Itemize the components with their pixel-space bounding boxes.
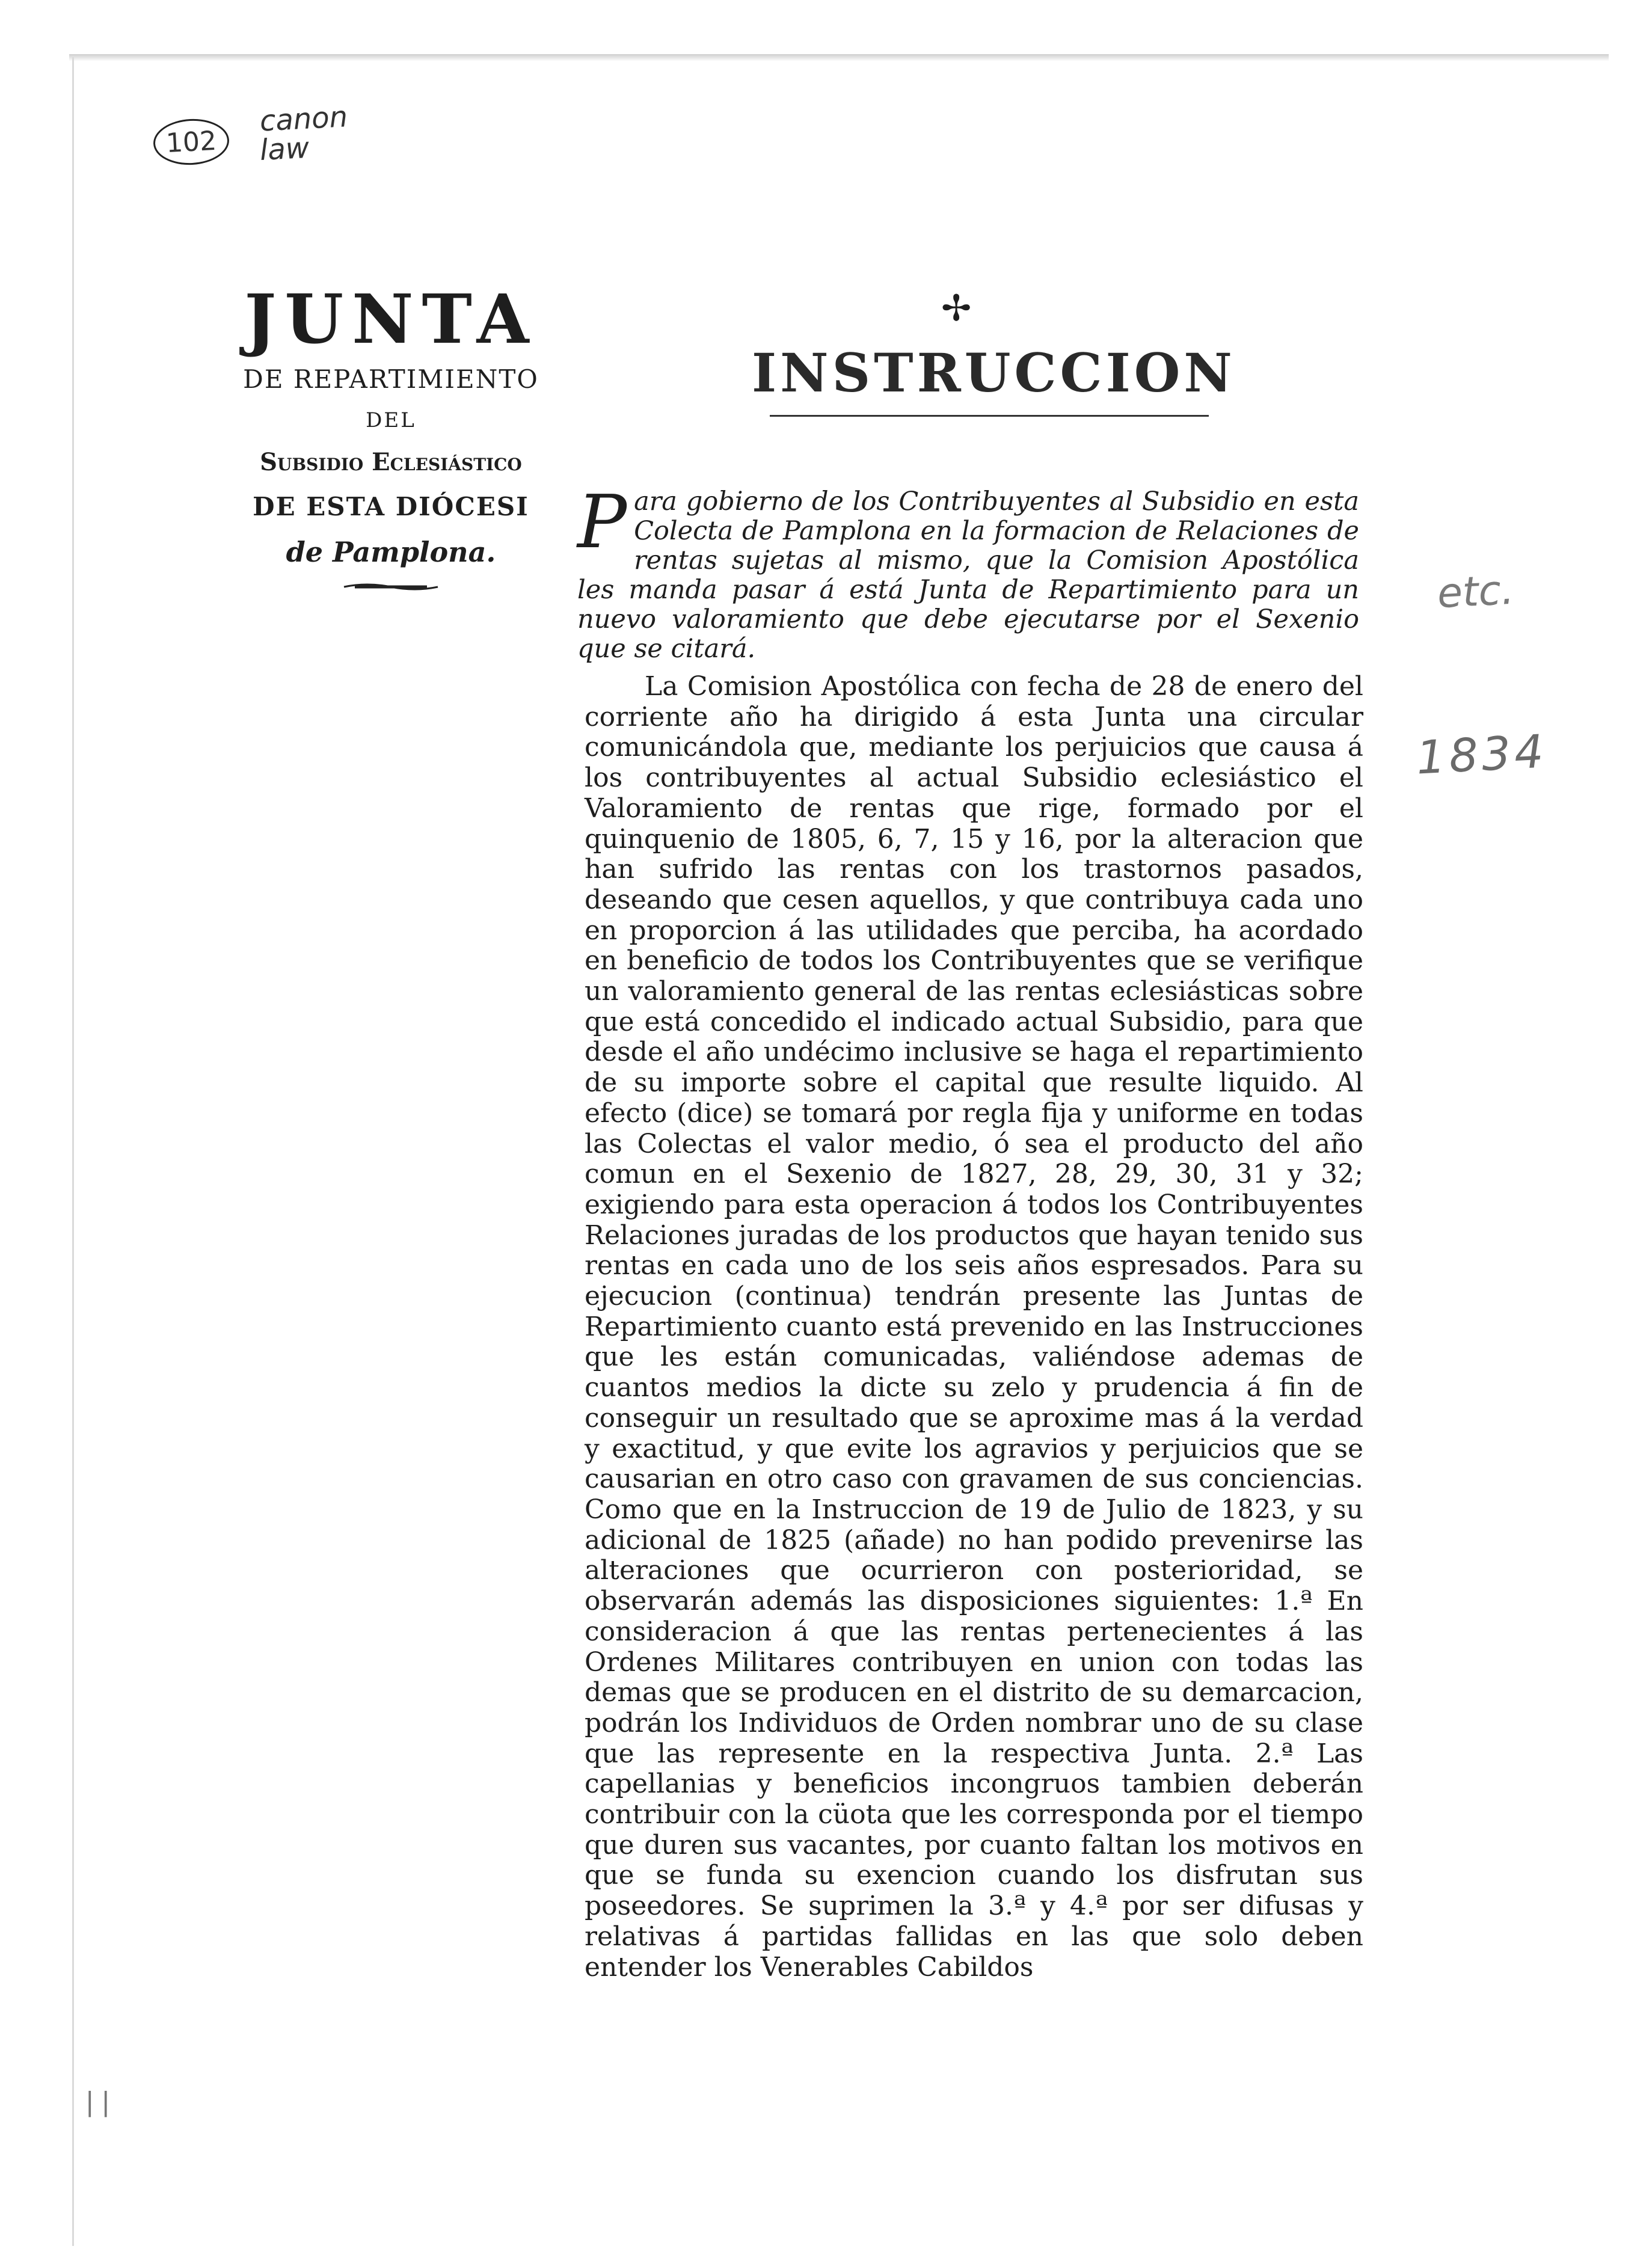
note-annotation-line2: law [259, 130, 310, 168]
page-edge-left [72, 57, 74, 2246]
intro-text: ara gobierno de los Contribuyentes al Subsidio en esta Colecta de Pamplona en la formacion de Relaciones de rentas sujetas al mismo, que la Comision Apostólica les manda pasar á está Junta de Repartimiento para un nuevo valoramiento que debe ejecutarse por el Sexenio que se citará. [577, 486, 1359, 664]
heading-line-del: DEL [366, 408, 416, 432]
intro-paragraph [577, 479, 1359, 664]
page-number-annotation: 102 [152, 117, 230, 167]
intro-dropcap: P [577, 479, 627, 565]
cross-ornament-icon: ✢ [941, 287, 972, 330]
etc-annotation: etc. [1436, 566, 1515, 618]
ornament-rule-icon [343, 581, 439, 593]
page-edge-top [69, 54, 1609, 61]
year-annotation: 1834 [1414, 724, 1549, 785]
body-paragraph: La Comision Apostólica con fecha de 28 de enero del corriente año ha dirigido á esta Junta una circular comunicándola que, mediante los perjuicios que causa á los contribuyentes al actual Subsidio eclesiástico el Valoramiento de rentas que rige, formado por el quinquenio de 1805, 6, 7, 15 y 16, por la alteracion que han sufrido las rentas con los trastornos pasados, deseando que cesen aquellos, y que contribuya cada uno en proporcion á las utilidades que perciba, ha acordado en beneficio de todos los Contribuyentes que se verifique un valoramiento general de las rentas eclesiásticas sobre que está concedido el indicado actual Subsidio, para que desde el año undécimo inclusive se haga el repartimiento de su importe sobre el capital que resulte liquido. Al efecto (dice) se tomará por regla fija y uniforme en todas las Colectas el valor medio, ó sea el producto del año comun en el Sexenio de 1827, 28, 29, 30, 31 y 32; exigiendo para esta operacion á todos los Contribuyentes Relaciones juradas de los productos que hayan tenido sus rentas en cada uno de los seis años espresados. Para su ejecucion (continua) tendrán presente las Juntas de Repartimiento cuanto está prevenido en las Instrucciones que les están comunicadas, valiéndose ademas de cuantos medios la dicte su zelo y prudencia á fin de conseguir un resultado que se aproxime mas á la verdad y exactitud, y que evite los agravios y perjuicios que se causarian en otro caso con gravamen de sus conciencias. Como que en la Instruccion de 19 de Julio de 1823, y su adicional de 1825 (añade) no han podido prevenirse las alteraciones que ocurrieron con posterioridad, se observarán además las disposiciones siguientes: 1.ª En consideracion á que las rentas pertenecientes á las Ordenes Militares contribuyen en union con todas las demas que se producen en el distrito de su demarcacion, podrán los Individuos de Orden nombrar uno de su clase que las represente en la respectiva Junta. 2.ª Las capellanias y beneficios incongruos tambien deberán contribuir con la cüota que les corresponda por el tiempo que duren sus vacantes, por cuanto faltan los motivos en que se funda su exencion cuando los disfrutan sus poseedores. Se suprimen la 3.ª y 4.ª por ser difusas y relativas á partidas fallidas en las que solo deben entender los Venerables Cabildos [585, 671, 1363, 1983]
margin-mark: || [82, 2087, 114, 2117]
heading-line-subsidio: Subsidio Eclesiástico [260, 448, 522, 476]
issuer-heading [223, 280, 559, 593]
title-rule [770, 415, 1209, 417]
note-annotation-line1: canon [259, 100, 349, 138]
document-title: INSTRUCCION [752, 342, 1236, 404]
junta-title: JUNTA [244, 280, 538, 359]
heading-line-pamplona: de Pamplona. [286, 536, 496, 568]
heading-line-repartimiento: DE REPARTIMIENTO [243, 364, 539, 394]
heading-line-diocesi: DE ESTA DIÓCESI [253, 492, 529, 521]
